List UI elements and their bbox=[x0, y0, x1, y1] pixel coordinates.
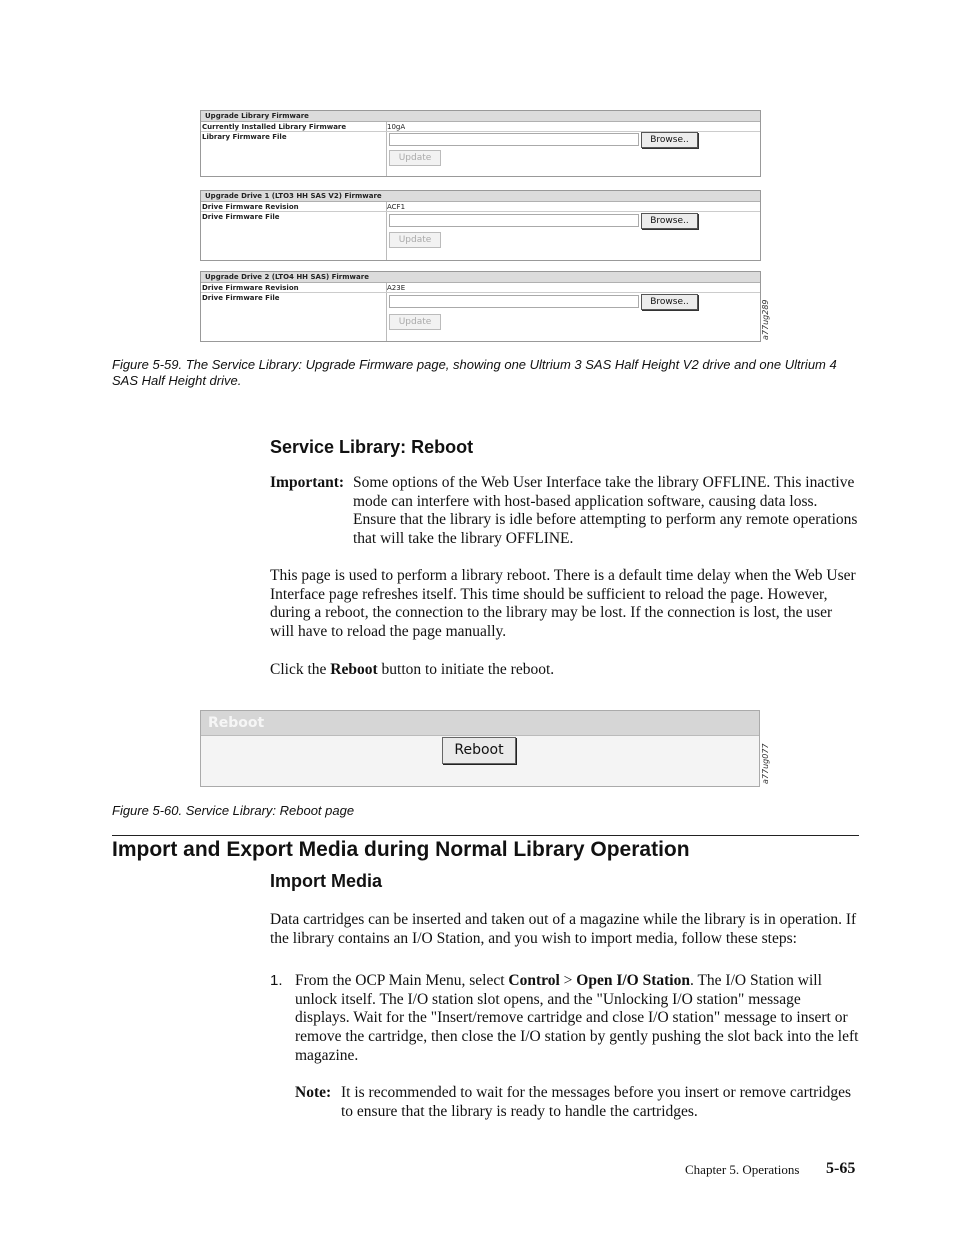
drive-firmware-revision-value: ACF1 bbox=[387, 203, 406, 211]
figure-id: a77ug077 bbox=[761, 743, 770, 784]
library-firmware-panel bbox=[200, 110, 761, 177]
important-label: Important: bbox=[270, 474, 345, 491]
drive-firmware-file-input[interactable] bbox=[389, 295, 639, 308]
import-media-heading: Import Media bbox=[270, 871, 383, 891]
panel-header: Upgrade Library Firmware bbox=[201, 111, 760, 122]
drive-firmware-revision-label: Drive Firmware Revision bbox=[202, 203, 299, 211]
import-intro: Data cartridges can be inserted and taken out of a magazine while the library is in operation. If the library contains an I/O Station, and you wish to import media, follow these steps: bbox=[270, 911, 857, 947]
step-number: 1. bbox=[270, 972, 283, 989]
drive2-firmware-panel bbox=[200, 271, 761, 342]
drive-firmware-file-label: Drive Firmware File bbox=[202, 213, 280, 221]
reboot-panel-header: Reboot bbox=[201, 711, 759, 736]
update-button[interactable]: Update bbox=[389, 150, 441, 166]
page-number: 5-65 bbox=[826, 1160, 856, 1177]
step-1-text: From the OCP Main Menu, select Control > Open I/O Station. The I/O Station will unlock itself. The I/O station slot opens, and the "Unlocking I/O station" message displays. Wait for the "Insert/remove cartridge and close I/O station" message to insert or remove the cartridge, then close the I/O station by gently pushing the slot back into the left magazine. bbox=[295, 972, 859, 1064]
drive1-firmware-panel bbox=[200, 190, 761, 261]
update-button[interactable]: Update bbox=[389, 314, 441, 330]
import-export-heading: Import and Export Media during Normal Library Operation bbox=[112, 838, 690, 861]
reboot-description: This page is used to perform a library reboot. There is a default time delay when the Web User Interface page refreshes itself. This time should be sufficient to reload the page. However, during a reboot, the connection to the library may be lost. If the connection is lost, the user will have to reload the page manually. bbox=[270, 567, 856, 641]
chapter-footer: Chapter 5. Operations bbox=[685, 1162, 800, 1177]
installed-firmware-label: Currently Installed Library Firmware bbox=[202, 123, 347, 131]
figure-id: a77ug289 bbox=[761, 299, 770, 340]
browse-button[interactable]: Browse.. bbox=[641, 213, 698, 229]
section-divider bbox=[112, 835, 859, 836]
browse-button[interactable]: Browse.. bbox=[641, 132, 698, 148]
panel-header: Upgrade Drive 1 (LTO3 HH SAS V2) Firmware bbox=[201, 191, 760, 202]
important-text: Some options of the Web User Interface take the library OFFLINE. This inactive mode can interfere with host-based application software, causing data loss. Ensure that the library is idle before attempting to perform any remote operations that will take the library OFFLINE. bbox=[353, 474, 858, 548]
drive-firmware-revision-value: A23E bbox=[387, 284, 406, 292]
update-button[interactable]: Update bbox=[389, 232, 441, 248]
installed-firmware-value: 10gA bbox=[387, 123, 406, 131]
firmware-file-label: Library Firmware File bbox=[202, 133, 287, 141]
note-text: It is recommended to wait for the messages before you insert or remove cartridges to ensure that the library is ready to handle the cartridges. bbox=[341, 1084, 852, 1120]
panel-header: Upgrade Drive 2 (LTO4 HH SAS) Firmware bbox=[201, 272, 760, 283]
drive-firmware-revision-label: Drive Firmware Revision bbox=[202, 284, 299, 292]
reboot-instruction: Click the Reboot button to initiate the reboot. bbox=[270, 661, 555, 678]
drive-firmware-file-input[interactable] bbox=[389, 214, 639, 227]
firmware-file-input[interactable] bbox=[389, 133, 639, 146]
reboot-section-heading: Service Library: Reboot bbox=[270, 437, 474, 457]
note-label: Note: bbox=[295, 1084, 332, 1101]
figure-60-caption: Figure 5-60. Service Library: Reboot page bbox=[112, 803, 355, 818]
browse-button[interactable]: Browse.. bbox=[641, 294, 698, 310]
reboot-page-figure bbox=[200, 710, 760, 787]
drive-firmware-file-label: Drive Firmware File bbox=[202, 294, 280, 302]
figure-59-caption: Figure 5-59. The Service Library: Upgrade Firmware page, showing one Ultrium 3 SAS Half Height V2 drive and one Ultrium 4 SAS Half Height drive. bbox=[112, 357, 837, 388]
reboot-button[interactable]: Reboot bbox=[442, 737, 516, 764]
